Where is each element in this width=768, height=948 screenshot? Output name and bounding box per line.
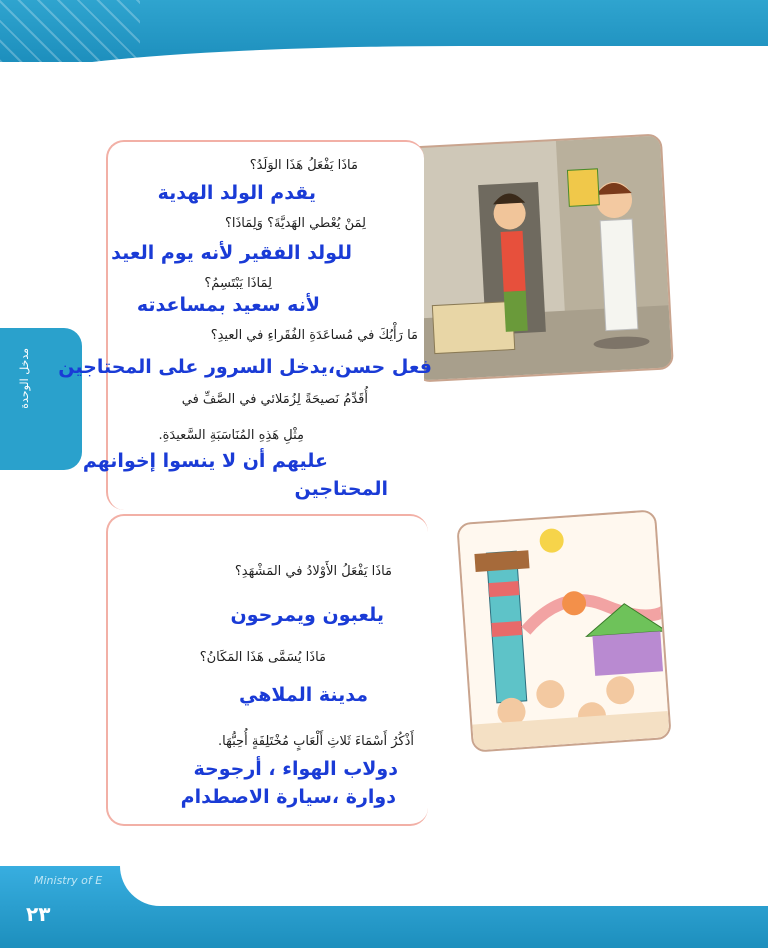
question-1: مَاذَا يَفْعَلُ هَذَا الوَلَدُ؟ xyxy=(249,158,358,173)
answer-8-line-2: دوارة ،سيارة الاصطدام xyxy=(180,786,396,808)
answer-1: يقدم الولد الهدية xyxy=(157,182,316,204)
answer-5-line-2: المحتاجين xyxy=(294,478,388,500)
answer-2: للولد الفقير لأنه يوم العيد xyxy=(111,242,352,264)
answer-6: يلعبون ويمرحون xyxy=(230,604,384,626)
answer-5-line-1: عليهم أن لا ينسوا إخوانهم xyxy=(82,450,328,472)
question-8: أَذْكُرُ أَسْمَاءَ ثَلاثِ أَلْعَابٍ مُخْتَلِفَةٍ أُحِبُّهَا. xyxy=(218,734,414,749)
question-4: مَا رَأْيُكَ في مُساعَدَةِ الفُقَراءِ في العيدِ؟ xyxy=(210,328,418,343)
question-card-1 xyxy=(58,140,432,510)
ministry-watermark: Ministry of E xyxy=(34,874,103,887)
question-3: لِمَاذَا يَبْتَسِمُ؟ xyxy=(204,276,272,291)
question-5-line-1: أُقَدِّمُ نَصيحَةً لِزُمَلائي في الصَّفِّ في xyxy=(181,392,368,407)
gift-scene-drawing xyxy=(406,136,672,381)
answer-8-line-1: دولاب الهواء ، أرجوحة xyxy=(193,758,398,780)
question-5-line-2: مِثْلِ هَذِهِ المُنَاسَبَةِ السَّعيدَةِ. xyxy=(158,428,304,443)
footer-cut xyxy=(120,866,768,906)
question-2: لِمَنْ يُعْطي الهَديَّةَ؟ وَلِمَاذَا؟ xyxy=(224,216,366,231)
question-7: مَاذَا يُسَمَّى هَذَا المَكَانُ؟ xyxy=(199,650,326,665)
header-pattern xyxy=(0,0,140,62)
answer-7: مدينة الملاهي xyxy=(239,684,368,706)
amusement-park-illustration xyxy=(456,509,672,752)
answer-3: لأنه سعيد بمساعدته xyxy=(136,294,320,316)
amusement-park-drawing xyxy=(458,511,669,750)
unit-side-tab xyxy=(0,328,82,470)
question-6: مَاذَا يَفْعَلُ الأَوْلادُ في المَشْهَدِ؟ xyxy=(234,564,392,579)
side-tab-label: مدخل الوحدة xyxy=(18,348,31,409)
question-card-2 xyxy=(106,514,428,826)
page-number: ٢٣ xyxy=(26,902,51,926)
gift-scene-illustration xyxy=(404,133,674,382)
footer-band xyxy=(0,866,768,948)
header-band xyxy=(0,0,768,62)
answer-4: فعل حسن،يدخل السرور على المحتاجين xyxy=(58,356,432,378)
